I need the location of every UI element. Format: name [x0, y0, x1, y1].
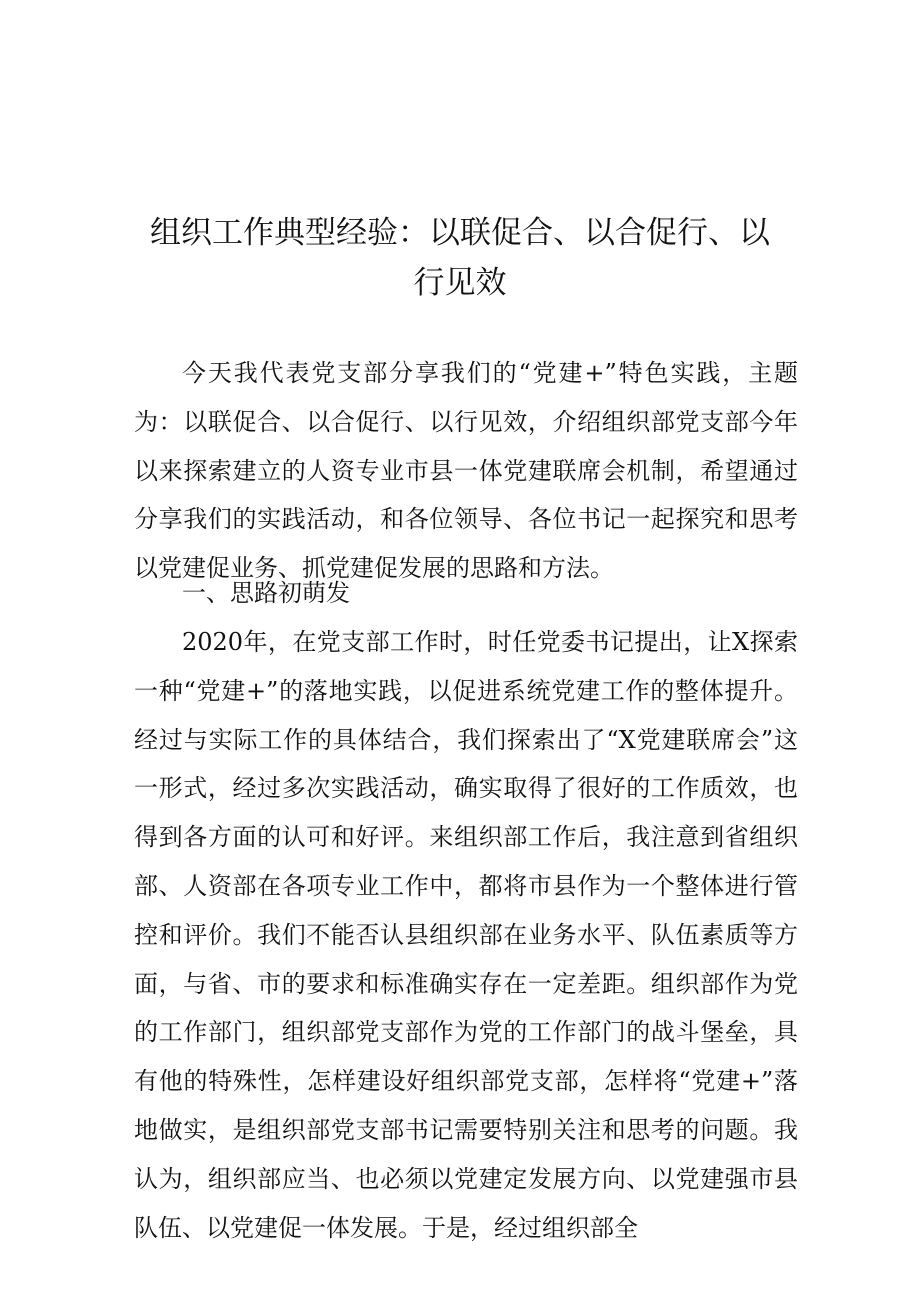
paragraph-main: 2020年，在党支部工作时，时任党委书记提出，让X探索一种“党建+”的落地实践，以促进系统党建工作的整体提升。经过与实际工作的具体结合，我们探索出了“X党建联席会”这一形式，经过多次实践活动，确实取得了很好的工作质效，也得到各方面的认可和好评。来组织部工作后，我注意到省组织部、人资部在各项专业工作中，都将市县作为一个整体进行管控和评价。我们不能否认县组织部在业务水平、队伍素质等方面，与省、市的要求和标准确实存在一定差距。组织部作为党的工作部门，组织部党支部作为党的工作部门的战斗堡垒，具有他的特殊性，怎样建设好组织部党支部，怎样将“党建+”落地做实，是组织部党支部书记需要特别关注和思考的问题。我认为，组织部应当、也必须以党建定发展方向、以党建强市县队伍、以党建促一体发展。于是，经过组织部全: [134, 628, 798, 1242]
document-title: [100, 208, 820, 308]
title-line-1: 组织工作典型经验：以联促合、以合促行、以: [150, 215, 770, 251]
section-heading: 一、思路初萌发: [182, 579, 350, 607]
body-section-heading: [134, 569, 798, 618]
title-line-2: 行见效: [413, 265, 507, 301]
paragraph-intro: 今天我代表党支部分享我们的“党建+”特色实践，主题为：以联促合、以合促行、以行见效，介绍组织部党支部今年以来探索建立的人资专业市县一体党建联席会机制，希望通过分享我们的实践活动，和各位领导、各位书记一起探究和思考以党建促业务、抓党建促发展的思路和方法。: [134, 359, 798, 583]
body-section-intro: [134, 349, 798, 593]
body-section-main: [134, 618, 798, 1252]
